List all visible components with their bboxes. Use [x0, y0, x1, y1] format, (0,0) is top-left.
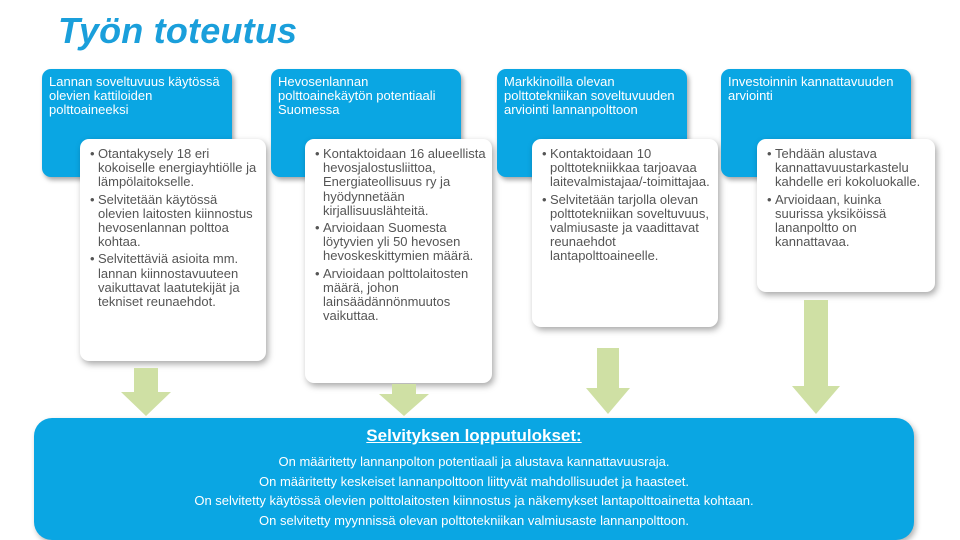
page-title: Työn toteutus — [58, 10, 298, 51]
column-1-card — [80, 139, 266, 361]
results-box — [34, 418, 914, 540]
down-arrow-icon — [586, 348, 630, 414]
result-line: On määritetty lannanpolton potentiaali ja alustava kannattavuusraja. — [278, 454, 670, 469]
results-title: Selvityksen lopputulokset: — [366, 426, 582, 445]
column-3-bullet: • Kontaktoidaan 10 polttotekniikkaa tarjoavaa laitevalmistajaa/-toimittajaa. — [542, 147, 712, 190]
column-2-bullet: • Arvioidaan Suomesta löytyvien yli 50 hevosen hevoskeskittymien määrä. — [315, 221, 486, 264]
column-1-bullet: • Selvitettäviä asioita mm. lannan kiinnostavuuteen vaikuttavat laatutekijät ja tekniset reunaehdot. — [90, 252, 260, 309]
column-1-header: Lannan soveltuvuus käytössä olevien kattiloiden polttoaineeksi — [42, 69, 232, 177]
column-3-bullets — [542, 147, 712, 264]
result-line: On selvitetty käytössä olevien polttolaitosten kiinnostus ja näkemykset lantapolttoainetta kohtaan. — [194, 493, 754, 508]
column-4-header: Investoinnin kannattavuuden arviointi — [721, 69, 911, 177]
result-line: On selvitetty myynnissä olevan polttotekniikan valmiusaste lannanpolttoon. — [259, 512, 689, 528]
down-arrow-icon — [121, 368, 171, 416]
column-1-bullet: • Selvitetään käytössä olevien laitosten kiinnostus hevosenlannan polttoa kohtaa. — [90, 193, 260, 250]
column-3-bullet: • Selvitetään tarjolla olevan polttotekniikan soveltuvuus, valmiusaste ja vaadittavat reunaehdot lantapolttoaineelle. — [542, 193, 712, 264]
column-1-bullets — [90, 147, 260, 309]
column-4-bullet: • Tehdään alustava kannattavuustarkastelu kahdelle eri kokoluokalle. — [767, 147, 929, 190]
column-2-card — [305, 139, 492, 383]
column-2-bullet: • Kontaktoidaan 16 alueellista hevosjalostusliittoa, Energiateollisuus ry ja hyödynnetään kirjallisuuslähteitä. — [315, 147, 486, 218]
column-3-header: Markkinoilla olevan polttotekniikan soveltuvuuden arviointi lannanpolttoon — [497, 69, 687, 177]
result-line: On määritetty keskeiset lannanpolttoon liittyvät mahdollisuudet ja haasteet. — [259, 473, 689, 489]
down-arrow-icon — [792, 300, 840, 414]
column-2-bullets — [315, 147, 486, 323]
column-1-bullet: • Otantakysely 18 eri kokoiselle energiayhtiölle ja lämpölaitokselle. — [90, 147, 260, 190]
column-3-card — [532, 139, 718, 327]
down-arrow-icon — [379, 384, 429, 416]
column-4-card — [757, 139, 935, 292]
column-4-bullet: • Arvioidaan, kuinka suurissa yksiköissä lananpoltto on kannattavaa. — [767, 193, 929, 250]
column-2-header: Hevosenlannan polttoainekäytön potentiaali Suomessa — [271, 69, 461, 177]
column-4-bullets — [767, 147, 929, 249]
column-2-bullet: • Arvioidaan polttolaitosten määrä, johon lainsäädännönmuutos vaikuttaa. — [315, 267, 486, 324]
